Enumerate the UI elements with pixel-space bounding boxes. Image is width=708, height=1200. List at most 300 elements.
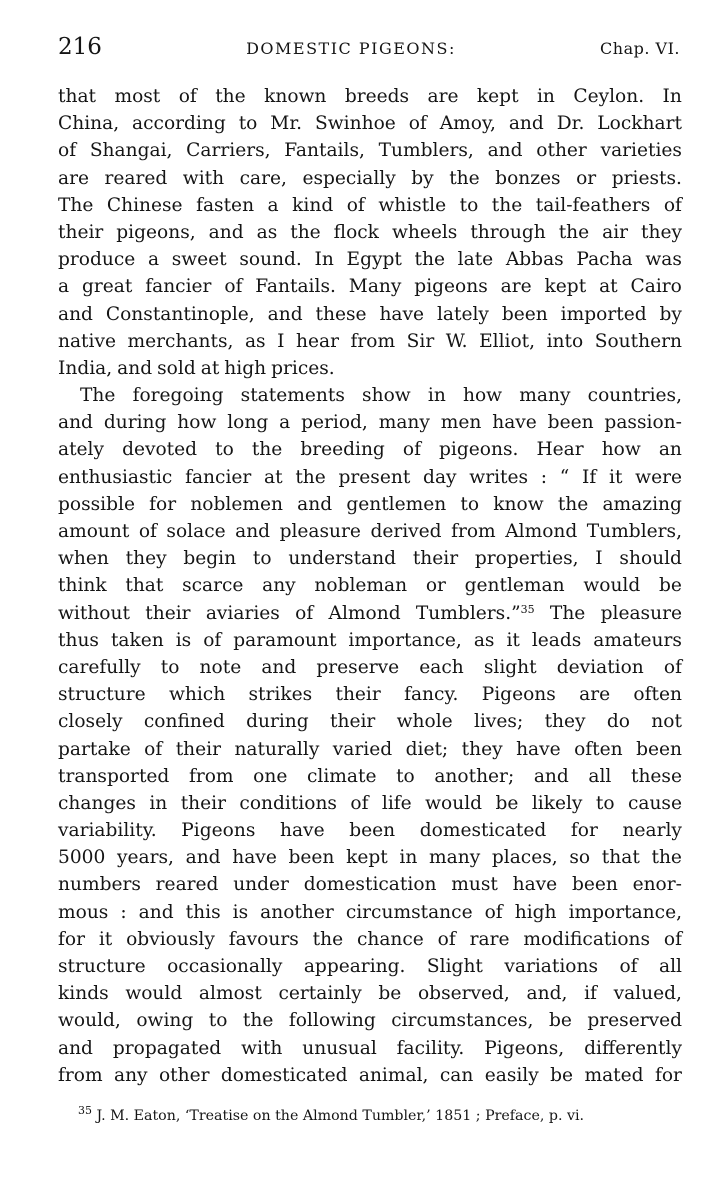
word: have	[280, 820, 325, 842]
word: W.	[445, 330, 468, 352]
word: climate	[306, 765, 377, 787]
word: leads	[531, 629, 582, 651]
text-line	[58, 301, 682, 328]
word: mous	[58, 901, 109, 923]
word: during	[103, 412, 167, 434]
word: merchants,	[127, 330, 234, 352]
word: I	[277, 330, 285, 352]
word: Elliot,	[479, 330, 536, 352]
word: they	[641, 221, 682, 243]
word: is	[232, 901, 249, 923]
word: men	[440, 412, 482, 434]
word: a	[279, 412, 291, 434]
word: as	[244, 330, 266, 352]
text-line	[58, 83, 682, 110]
word: of	[178, 86, 197, 107]
word: 5000	[58, 847, 106, 869]
word: The	[549, 602, 586, 624]
word: varied	[332, 738, 393, 760]
text-line	[58, 545, 682, 572]
word: Egypt	[346, 249, 402, 271]
word: the	[242, 1010, 274, 1032]
word: “	[559, 466, 570, 488]
word: kind	[292, 194, 334, 216]
text-line	[58, 899, 682, 926]
word: know	[493, 493, 544, 515]
text-line	[58, 953, 682, 980]
word: rare	[469, 928, 510, 950]
word: which	[168, 684, 226, 706]
word: slight	[483, 656, 537, 678]
word: possible	[58, 493, 135, 515]
word: at	[200, 357, 220, 379]
word: the	[295, 466, 326, 488]
word: have	[492, 412, 537, 434]
word: one	[253, 765, 288, 787]
word: and,	[526, 983, 568, 1005]
text-line	[58, 328, 682, 355]
word: life	[381, 792, 412, 814]
word: would,	[58, 1010, 121, 1032]
word: derived	[370, 521, 442, 542]
word: bonzes	[495, 167, 561, 189]
word: unusual	[302, 1037, 377, 1059]
text-line	[58, 409, 682, 436]
word: devoted	[122, 439, 198, 461]
word: should	[619, 548, 682, 570]
word: foregoing	[132, 385, 224, 407]
word: nearly	[622, 820, 682, 842]
word: gentleman	[464, 575, 565, 597]
word: an	[658, 439, 682, 461]
word: obviously	[126, 928, 215, 950]
word: how	[601, 439, 641, 461]
word: their	[58, 221, 104, 243]
word: domesticated	[220, 1064, 348, 1086]
word: their	[175, 738, 221, 760]
text-line	[58, 654, 682, 681]
word: prices.	[271, 357, 335, 379]
word: to	[208, 1010, 228, 1032]
word: through	[470, 221, 546, 243]
word: of	[402, 439, 421, 461]
word: from	[451, 521, 496, 542]
word: thus	[58, 629, 99, 651]
word: a	[267, 194, 279, 216]
word: are	[579, 684, 611, 706]
word: for	[58, 928, 85, 950]
word: they	[461, 738, 503, 760]
word: to	[160, 656, 180, 678]
text-line	[58, 137, 682, 164]
word: noblemen	[190, 493, 283, 515]
word: fancier	[145, 276, 212, 298]
word: and	[117, 357, 153, 379]
word: during	[246, 711, 309, 733]
word: paramount	[233, 629, 337, 651]
word: been	[547, 412, 594, 434]
word: strikes	[248, 684, 313, 706]
word: easily	[484, 1064, 539, 1086]
word: the	[491, 194, 523, 216]
word: and	[533, 765, 569, 787]
word: that	[601, 847, 640, 869]
word: domestication	[303, 874, 437, 896]
text-line	[58, 572, 682, 599]
word: taken	[110, 629, 164, 651]
word: and	[208, 221, 244, 243]
word: Ceylon.	[573, 86, 645, 107]
word: Carriers,	[186, 140, 271, 162]
word: as	[473, 629, 495, 651]
word: all	[659, 956, 682, 977]
word: Dr.	[556, 113, 585, 135]
word: other	[536, 140, 587, 162]
word: these	[315, 303, 367, 325]
word: :	[120, 901, 127, 923]
word: Constantinople,	[105, 303, 255, 325]
word: all	[588, 765, 612, 787]
word: to	[238, 113, 258, 135]
word: or	[576, 167, 597, 189]
word: In	[662, 86, 682, 107]
word: the	[651, 847, 682, 869]
word: be	[658, 575, 682, 597]
word: that	[58, 86, 97, 107]
word: often	[574, 738, 623, 760]
text-line	[58, 871, 682, 898]
word: so	[569, 847, 591, 869]
text-line	[58, 627, 682, 654]
word: India,	[58, 357, 113, 379]
word: late	[457, 249, 494, 271]
word: Southern	[594, 330, 682, 352]
word: of	[663, 928, 682, 950]
text-line	[58, 1062, 682, 1089]
word: numbers	[58, 874, 141, 896]
word: closely	[58, 711, 123, 733]
footnote-text: J. M. Eaton, ‘Treatise on the Almond Tumbler,’ 1851 ; Preface, p. vi.	[96, 1108, 585, 1124]
word: their	[412, 548, 459, 570]
word: places,	[491, 847, 558, 869]
word: Tumblers,	[586, 521, 682, 542]
word: of	[203, 629, 222, 651]
word: Pigeons,	[484, 1037, 565, 1059]
word: properties,	[474, 548, 579, 570]
word: chance	[356, 928, 424, 950]
word: structure	[58, 684, 146, 706]
word: how	[177, 412, 217, 434]
word: importance,	[348, 629, 462, 651]
word: they	[125, 548, 167, 570]
text-line	[58, 1007, 682, 1034]
word: :	[540, 466, 548, 488]
word: likely	[531, 792, 583, 814]
word: of	[619, 956, 638, 977]
word: and	[267, 303, 303, 325]
word: by	[411, 167, 434, 189]
word: from	[58, 1064, 103, 1086]
word: been	[349, 820, 396, 842]
word: their	[330, 711, 376, 733]
word: deviation	[556, 656, 644, 678]
word: high	[224, 357, 267, 379]
word: countries,	[587, 385, 682, 407]
word: aviaries	[205, 602, 280, 624]
word: enor-	[632, 874, 682, 896]
footnote	[78, 1104, 668, 1124]
word: preserve	[316, 656, 400, 678]
word: amount	[58, 521, 130, 542]
word: in	[536, 86, 555, 107]
word: many	[519, 385, 571, 407]
body-text	[58, 83, 682, 1089]
word: without	[58, 602, 130, 624]
word: structure	[58, 956, 146, 977]
word: were	[635, 466, 682, 488]
word: importance,	[568, 901, 682, 923]
text-line	[58, 980, 682, 1007]
word: Fantails.	[255, 276, 336, 298]
text-line	[58, 192, 682, 219]
text-line	[58, 681, 682, 708]
word: they	[544, 711, 586, 733]
word: conditions	[239, 792, 337, 814]
word: with	[241, 1037, 283, 1059]
word: appearing.	[303, 956, 406, 977]
word: from	[350, 330, 396, 352]
word: many	[378, 412, 430, 434]
word: sold	[157, 357, 196, 379]
word: think	[58, 575, 107, 597]
word: and	[261, 656, 297, 678]
word: be	[495, 792, 519, 814]
word: circumstances,	[391, 1010, 534, 1032]
word: their	[180, 792, 226, 814]
word: whole	[396, 711, 453, 733]
word: to	[595, 792, 615, 814]
word: from	[188, 765, 234, 787]
word: according	[132, 113, 226, 135]
word: long	[227, 412, 269, 434]
word: is	[175, 629, 192, 651]
word: was	[645, 249, 682, 271]
word: have	[516, 738, 561, 760]
word: the	[558, 221, 590, 243]
word: by	[659, 303, 682, 325]
word: animal,	[358, 1064, 429, 1086]
word: and	[508, 113, 544, 135]
text-line	[58, 273, 682, 300]
word: note	[199, 656, 242, 678]
word: day	[423, 466, 457, 488]
word: this	[185, 901, 221, 923]
word: mated	[584, 1064, 644, 1086]
word: into	[546, 330, 584, 352]
word: any	[114, 1064, 148, 1086]
word: Tumblers.”$^{35}$	[415, 602, 535, 624]
word: I	[595, 548, 603, 570]
word: in	[427, 385, 446, 407]
word: pigeons.	[439, 439, 519, 461]
word: valued,	[613, 983, 682, 1005]
word: transported	[58, 765, 170, 787]
text-line	[58, 518, 682, 545]
word: and	[487, 140, 523, 162]
word: in	[399, 847, 418, 869]
text-line	[58, 491, 682, 518]
word: whistle	[378, 194, 447, 216]
word: been	[571, 874, 618, 896]
word: it	[506, 629, 520, 651]
word: the	[557, 493, 589, 515]
text-line	[58, 110, 682, 137]
word: tail-feathers	[535, 194, 651, 216]
word: been	[636, 738, 682, 760]
word: pigeons	[414, 276, 488, 298]
word: Cairo	[630, 276, 682, 298]
word: fancier	[185, 466, 252, 488]
word: each	[419, 656, 464, 678]
word: Hear	[536, 439, 584, 461]
word: their	[335, 684, 381, 706]
word: kept	[544, 276, 587, 298]
text-line	[58, 790, 682, 817]
word: kept	[346, 847, 388, 869]
word: modifications	[523, 928, 651, 950]
word: confined	[143, 711, 225, 733]
word: In	[314, 249, 334, 271]
text-line	[58, 246, 682, 273]
word: fancy.	[404, 684, 459, 706]
word: a	[58, 276, 70, 298]
word: to	[460, 493, 480, 515]
word: known	[264, 86, 327, 107]
word: period,	[301, 412, 368, 434]
word: varieties	[600, 140, 682, 162]
word: must	[451, 874, 498, 896]
word: of	[138, 521, 157, 542]
footnote-reference: 35	[520, 602, 535, 616]
word: fasten	[196, 194, 255, 216]
word: can	[439, 1064, 474, 1086]
word: for	[149, 493, 177, 515]
word: differently	[584, 1037, 682, 1059]
word: and	[138, 901, 174, 923]
word: present	[338, 466, 411, 488]
word: been	[501, 303, 548, 325]
word: The	[80, 385, 116, 407]
word: wheels	[391, 221, 458, 243]
word: the	[251, 439, 283, 461]
word: are	[427, 86, 459, 107]
word: lately	[436, 303, 489, 325]
word: especially	[302, 167, 396, 189]
word: Shangai,	[89, 140, 173, 162]
footnote-marker: 35	[78, 1104, 92, 1117]
word: reared	[155, 874, 219, 896]
word: preserved	[587, 1010, 682, 1032]
word: partake	[58, 738, 131, 760]
word: to	[252, 548, 272, 570]
word: facility.	[396, 1037, 465, 1059]
word: gentlemen	[346, 493, 447, 515]
word: Pacha	[576, 249, 633, 271]
word: many	[429, 847, 481, 869]
word: writes	[469, 466, 529, 488]
word: Almond	[505, 521, 578, 542]
word: favours	[228, 928, 299, 950]
text-line	[58, 736, 682, 763]
word: flock	[333, 221, 379, 243]
word: the	[449, 167, 480, 189]
word: of	[58, 140, 77, 162]
word: Fantails,	[284, 140, 365, 162]
word: to	[459, 194, 479, 216]
word: sound.	[239, 249, 302, 271]
word: as	[256, 221, 278, 243]
running-title: DOMESTIC PIGEONS:	[246, 39, 456, 58]
word: Swinhoe	[315, 113, 396, 135]
word: ately	[58, 439, 105, 461]
word: amateurs	[593, 629, 682, 651]
word: reared	[104, 167, 168, 189]
word: these	[630, 765, 682, 787]
word: another	[260, 901, 334, 923]
text-line	[58, 763, 682, 790]
word: to	[396, 765, 415, 787]
word: owing	[136, 1010, 194, 1032]
page-number: 216	[58, 34, 102, 60]
text-line	[58, 926, 682, 953]
word: and	[58, 412, 93, 434]
word: begin	[183, 548, 237, 570]
word: to	[215, 439, 234, 461]
word: at	[599, 276, 618, 298]
text-line	[58, 600, 682, 627]
word: show	[362, 385, 411, 407]
word: Chinese	[106, 194, 183, 216]
word: Pigeons	[181, 820, 256, 842]
word: Sir	[406, 330, 435, 352]
word: produce	[58, 249, 136, 271]
word: imported	[560, 303, 647, 325]
word: would	[125, 983, 183, 1005]
word: great	[81, 276, 133, 298]
text-line	[58, 708, 682, 735]
word: air	[602, 221, 629, 243]
word: lives;	[474, 711, 524, 733]
word: the	[215, 86, 246, 107]
word: for	[654, 1064, 682, 1086]
word: it	[98, 928, 113, 950]
word: enthusiastic	[58, 466, 173, 488]
word: be	[548, 1010, 572, 1032]
word: domesticated	[419, 820, 547, 842]
word: the	[312, 928, 344, 950]
word: Tumblers,	[378, 140, 474, 162]
word: kinds	[58, 983, 109, 1005]
word: would	[425, 792, 483, 814]
word: understand	[288, 548, 397, 570]
word: Many	[348, 276, 402, 298]
word: Almond	[328, 602, 401, 624]
word: cause	[627, 792, 682, 814]
word: If	[582, 466, 597, 488]
word: and	[297, 493, 333, 515]
word: circumstance	[345, 901, 473, 923]
word: China,	[58, 113, 120, 135]
